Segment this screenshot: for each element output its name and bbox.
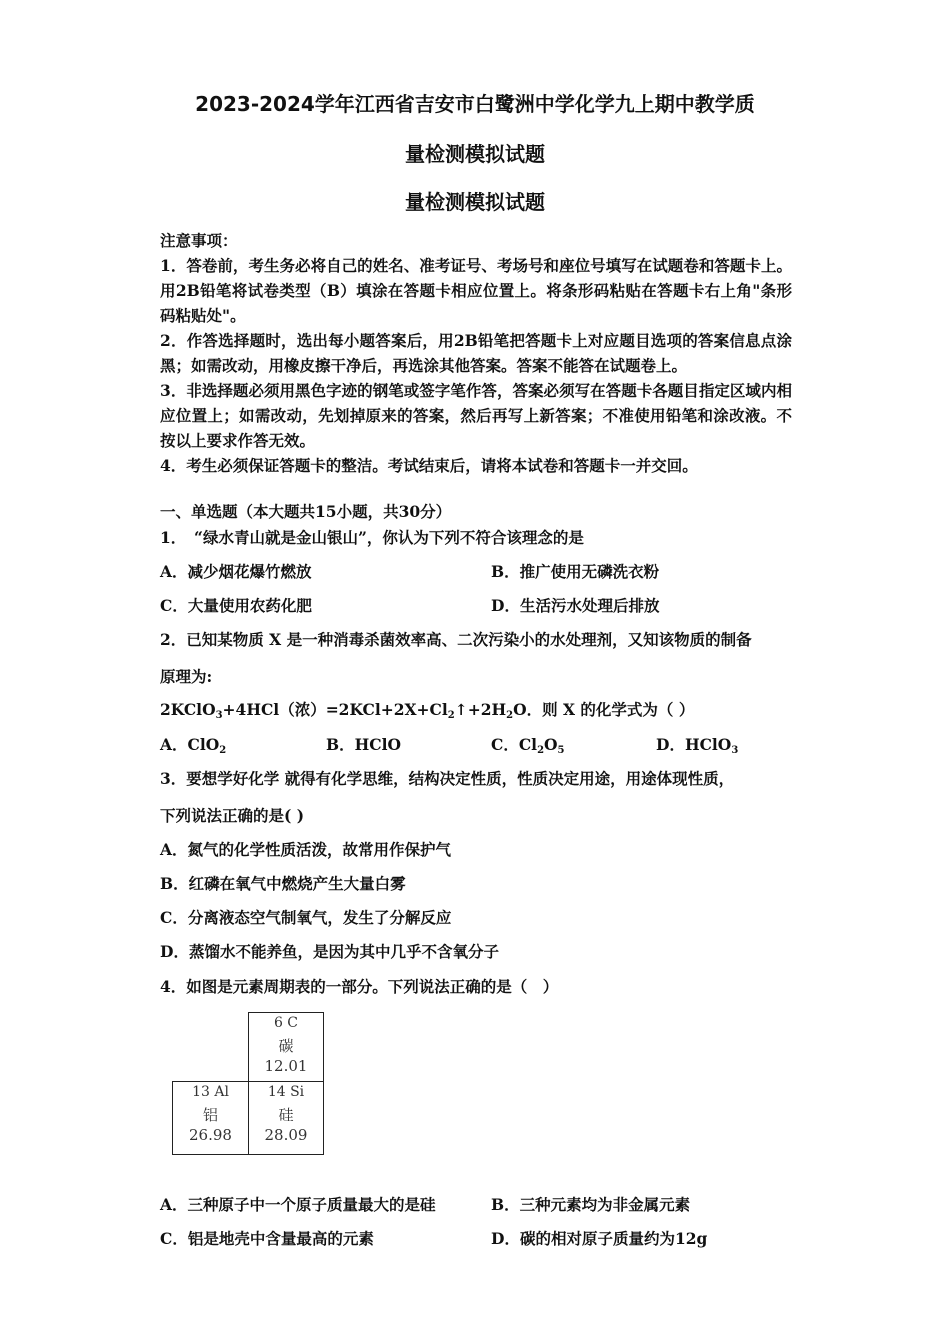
notes-item-4: 4．考生必须保证答题卡的整洁。考试结束后，请将本试卷和答题卡一并交回。 (160, 456, 698, 475)
q2-option-a-sub: 2 (219, 745, 227, 756)
eq-sub-a: 3 (215, 710, 223, 721)
q2-option-b: B．HClO (326, 735, 401, 754)
q2-option-c (491, 733, 565, 755)
q2-option-d-text: D．HClO (656, 735, 732, 754)
q1-option-c: C．大量使用农药化肥 (160, 596, 312, 615)
q2-option-c-mid: O (544, 735, 558, 754)
q2-stem-1: 2．已知某物质 X 是一种消毒杀菌效率高、二次污染小的水处理剂，又知该物质的制备 (160, 630, 752, 649)
q4-stem: 4．如图是元素周期表的一部分。下列说法正确的是（ ） (160, 977, 559, 996)
q1-option-d: D．生活污水处理后排放 (491, 596, 660, 615)
q4-option-b: B．三种元素均为非金属元素 (491, 1195, 691, 1214)
q3-stem-1: 3．要想学好化学 就得有化学思维，结构决定性质，性质决定用途，用途体现性质， (160, 769, 735, 788)
silicon-mass: 28.09 (264, 1126, 308, 1144)
q3-option-d: D．蒸馏水不能养鱼，是因为其中几乎不含氧分子 (160, 942, 499, 961)
q1-option-a: A．减少烟花爆竹燃放 (160, 562, 312, 581)
q3-option-b: B．红磷在氧气中燃烧产生大量白雾 (160, 874, 406, 893)
title-line-2: 量检测模拟试题 (405, 142, 545, 166)
notes-item-2: 2．作答选择题时，选出每小题答案后，用2B铅笔把答题卡上对应题目选项的答案信息点涂黑；如需改动，用橡皮擦干净后，再选涂其他答案。答案不能答在试题卷上。 (160, 331, 792, 375)
q1-option-b: B．推广使用无磷洗衣粉 (491, 562, 660, 581)
periodic-table-fragment (172, 1012, 324, 1155)
eq-sub-c: 2 (506, 710, 514, 721)
title-line-3: 量检测模拟试题 (405, 190, 545, 214)
eq-sub-b: 2 (447, 710, 455, 721)
carbon-number: 6 C (273, 1015, 299, 1031)
eq-part-d: O．则 X 的化学式为（ ） (513, 700, 695, 719)
q1-stem: 1． “绿水青山就是金山银山”，你认为下列不符合该理念的是 (160, 528, 584, 547)
eq-part-b: +4HCl（浓）=2KCl+2X+Cl (222, 700, 448, 719)
carbon-mass: 12.01 (264, 1057, 308, 1075)
q2-option-a-text: A．ClO (160, 735, 220, 754)
q2-stem-2: 原理为: (160, 667, 213, 686)
q3-option-a: A．氮气的化学性质活泼，故常用作保护气 (160, 840, 452, 859)
notes-item-3: 3．非选择题必须用黑色字迹的钢笔或签字笔作答，答案必须写在答题卡各题目指定区域内相应位置上；如需改动，先划掉原来的答案，然后再写上新答案；不准使用铅笔和涂改液。不按以上要求作答无效。 (160, 381, 792, 450)
q3-option-c: C．分离液态空气制氧气，发生了分解反应 (160, 908, 452, 927)
q2-option-a (160, 733, 226, 755)
aluminium-mass: 26.98 (189, 1126, 232, 1144)
q3-stem-2: 下列说法正确的是( ) (160, 806, 305, 825)
q4-option-c: C．铝是地壳中含量最高的元素 (160, 1229, 374, 1248)
silicon-name: 硅 (278, 1106, 294, 1124)
silicon-number: 14 Si (267, 1084, 305, 1100)
eq-part-a: 2KClO (160, 700, 216, 719)
q2-equation (160, 698, 694, 720)
notes-block (160, 228, 792, 478)
q2-option-c-sub2: 5 (557, 745, 565, 756)
q2-option-c-text: C．Cl (491, 735, 538, 754)
q2-option-d (656, 733, 738, 755)
notes-heading: 注意事项： (160, 231, 238, 250)
section-heading: 一、单选题（本大题共15小题，共30分） (160, 502, 452, 521)
notes-item-1: 1．答卷前，考生务必将自己的姓名、准考证号、考场号和座位号填写在试题卷和答题卡上。用2B铅笔将试卷类型（B）填涂在答题卡相应位置上。将条形码粘贴在答题卡右上角"条形码粘贴处"。 (160, 256, 792, 325)
q4-option-a: A．三种原子中一个原子质量最大的是硅 (160, 1195, 436, 1214)
title-line-1: 2023-2024学年江西省吉安市白鹭洲中学化学九上期中教学质 (195, 92, 755, 116)
carbon-name: 碳 (278, 1037, 294, 1055)
eq-part-c: ↑+2H (454, 700, 507, 719)
q2-option-c-sub1: 2 (537, 745, 545, 756)
q4-option-d: D．碳的相对原子质量约为12g (491, 1229, 708, 1248)
element-cell-silicon (248, 1081, 324, 1155)
element-cell-carbon (248, 1012, 324, 1082)
q2-option-d-sub: 3 (731, 745, 739, 756)
aluminium-name: 铝 (202, 1106, 218, 1124)
aluminium-number: 13 Al (192, 1084, 229, 1100)
element-cell-aluminium (172, 1081, 249, 1155)
